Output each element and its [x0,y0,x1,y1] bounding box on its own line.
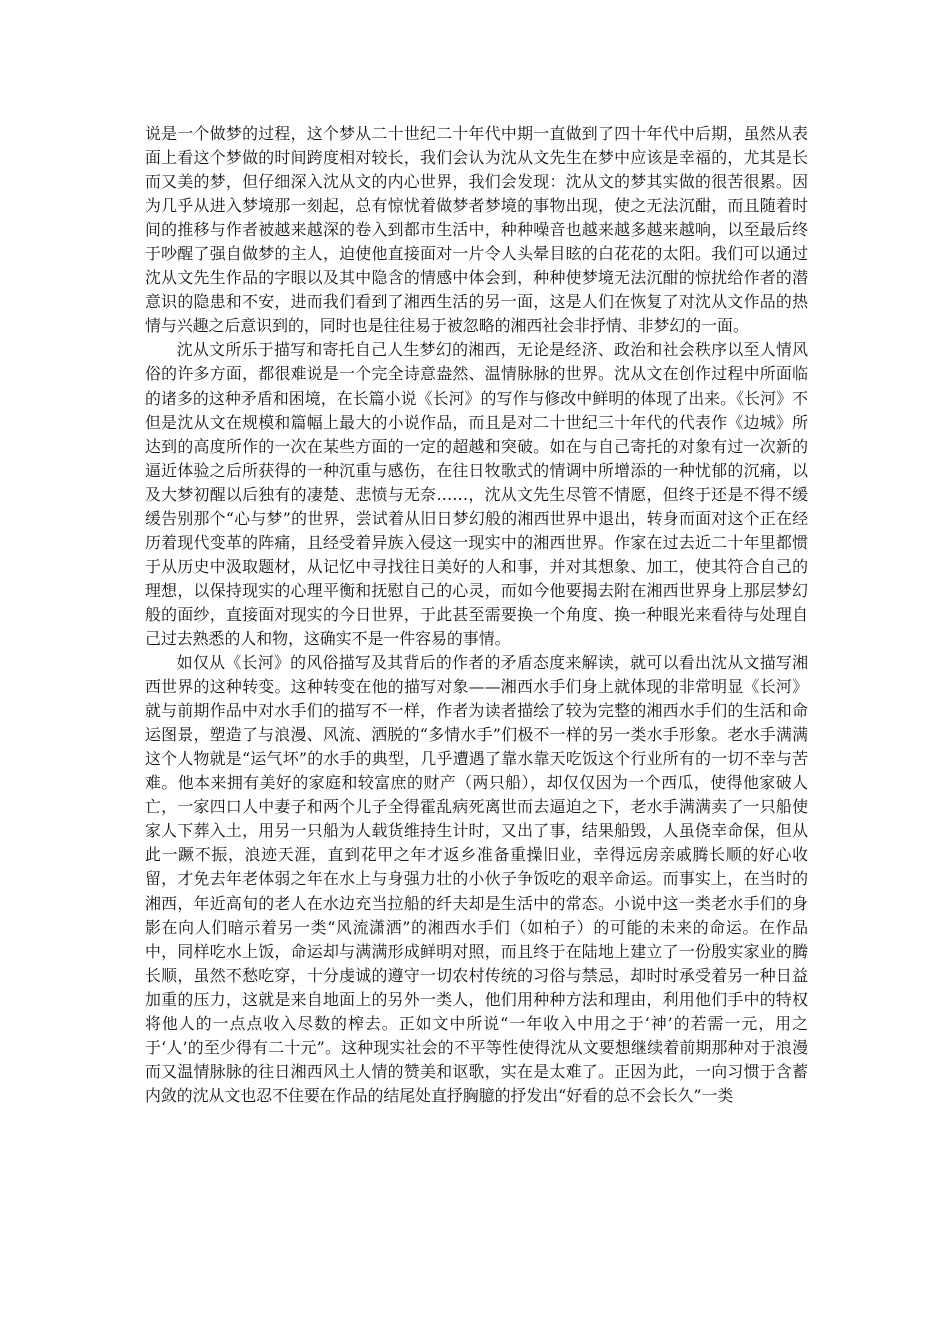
paragraph-2: 沈从文所乐于描写和寄托自己人生梦幻的湘西，无论是经济、政治和社会秩序以至人情风俗的许多方面，都很难说是一个完全诗意盎然、温情脉脉的世界。沈从文在创作过程中所面临的诸多的这种矛盾和困境，在长篇小说《长河》的写作与修改中鲜明的体现了出来。《长河》不但是沈从文在规模和篇幅上最大的小说作品，而且是对二十世纪三十年代的代表作《边城》所达到的高度所作的一次在某些方面的一定的超越和突破。如在与自己寄托的对象有过一次新的逼近体验之后所获得的一种沉重与感伤，在往日牧歌式的情调中所增添的一种忧郁的沉痛，以及大梦初醒以后独有的凄楚、悲愤与无奈……，沈从文先生尽管不情愿，但终于还是不得不缓缓告别那个“心与梦”的世界，尝试着从旧日梦幻般的湘西世界中退出，转身而面对这个正在经历着现代变革的阵痛，且经受着异族入侵这一现实中的湘西世界。作家在过去近二十年里都惯于从历史中汲取题材，从记忆中寻找往日美好的人和事，并对其想象、加工，使其符合自己的理想，以保持现实的心理平衡和抚慰自己的心灵，而如今他要揭去附在湘西世界身上那层梦幻般的面纱，直接面对现实的今日世界，于此甚至需要换一个角度、换一种眼光来看待与处理自己过去熟悉的人和物，这确实不是一件容易的事情。 [145,340,808,648]
paragraph-1: 说是一个做梦的过程，这个梦从二十世纪二十年代中期一直做到了四十年代中后期，虽然从表面上看这个梦做的时间跨度相对较长，我们会认为沈从文先生在梦中应该是幸福的，尤其是长而又美的梦，但仔细深入沈从文的内心世界，我们会发现：沈从文的梦其实做的很苦很累。因为几乎从进入梦境那一刻起，总有惊忧着做梦者梦境的事物出现，使之无法沉酣，而且随着时间的推移与作者被越来越深的卷入到都市生活中，种种噪音也越来越多越来越响，以至最后终于吵醒了强自做梦的主人，迫使他直接面对一片令人头晕目眩的白花花的太阳。我们可以通过沈从文先生作品的字眼以及其中隐含的情感中体会到，种种使梦境无法沉酣的惊扰给作者的潜意识的隐患和不安，进而我们看到了湘西生活的另一面，这是人们在恢复了对沈从文作品的热情与兴趣之后意识到的，同时也是往往易于被忽略的湘西社会非抒情、非梦幻的一面。 [145,124,808,336]
paragraph-3: 如仅从《长河》的风俗描写及其背后的作者的矛盾态度来解读，就可以看出沈从文描写湘西世界的这种转变。这种转变在他的描写对象——湘西水手们身上就体现的非常明显《长河》就与前期作品中对水手们的描写不一样，作者为读者描绘了较为完整的湘西水手们的生活和命运图景，塑造了与浪漫、风流、洒脱的“多情水手”们极不一样的另一类水手形象。老水手满满这个人物就是“运气坏”的水手的典型，几乎遭遇了靠水靠天吃饭这个行业所有的一切不幸与苦难。他本来拥有美好的家庭和较富庶的财产（两只船），却仅仅因为一个西瓜，使得他家破人亡，一家四口人中妻子和两个儿子全得霍乱病死离世而去逼迫之下，老水手满满卖了一只船使家人下葬入土，用另一只船为人载货维持生计时，又出了事，结果船毁，人虽侥幸命保，但从此一蹶不振，浪迹天涯，直到花甲之年才返乡准备重操旧业，幸得远房亲戚腾长顺的好心收留，才免去年老体弱之年在水上与身强力壮的小伙子争饭吃的艰辛命运。而事实上，在当时的湘西，年近高旬的老人在水边充当拉船的纤夫却是生活中的常态。小说中这一类老水手们的身影在向人们暗示着另一类“风流潇洒”的湘西水手们（如柏子）的可能的未来的命运。在作品中，同样吃水上饭，命运却与满满形成鲜明对照，而且终于在陆地上建立了一份殷实家业的腾长顺，虽然不愁吃穿，十分虔诚的遵守一切农村传统的习俗与禁忌，却时时承受着另一种日益加重的压力，这就是来自地面上的另外一类人，他们用种种方法和理由，利用他们手中的特权将他人的一点点收入尽数的榨去。正如文中所说“一年收入中用之于‘神’的若需一元，用之于‘人’的至少得有二十元”。这种现实社会的不平等性使得沈从文要想继续着前期那种对于浪漫而又温情脉脉的往日湘西风土人情的赞美和讴歌，实在是太难了。正因为此，一向习惯于含蓄内敛的沈从文也忍不住要在作品的结尾处直抒胸臆的抒发出“好看的总不会长久”一类 [145,653,808,1105]
body-text [145,122,808,1108]
